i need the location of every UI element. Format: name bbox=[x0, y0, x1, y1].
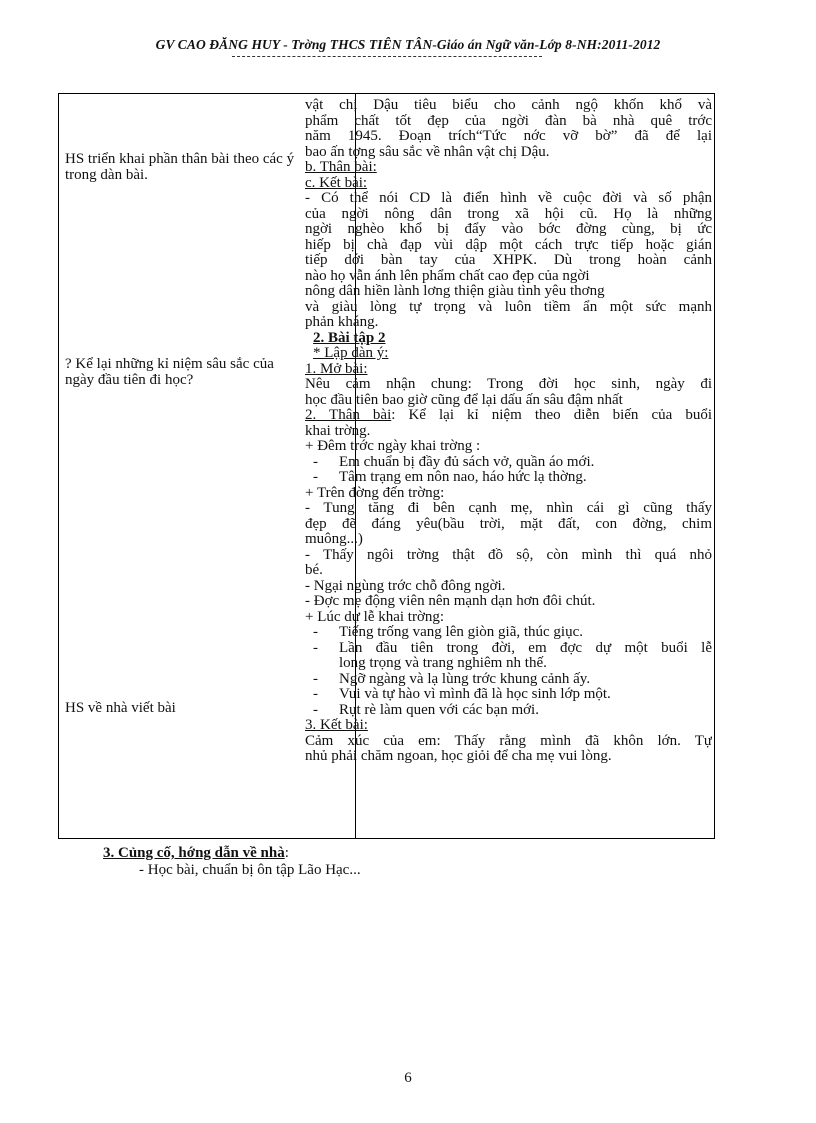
tren-duong-heading: + Trên đờng đến trờng: bbox=[305, 485, 445, 501]
text-line: học đầu tiên bao giờ cũng để lại dấu ấn sâu đậm nhất bbox=[305, 392, 623, 408]
text-line: bao ấn tợng sâu sắc về nhân vật chị Dậu. bbox=[305, 144, 550, 160]
text-line: Cảm xúc của em: Thấy rằng mình đã khôn lớn. Tự bbox=[305, 733, 712, 749]
text-line: Nêu cảm nhận chung: Trong đời học sinh, ngày đi bbox=[305, 377, 712, 392]
luc-du-le-heading: + Lúc dự lễ khai trờng: bbox=[305, 609, 445, 625]
ket-bai2-heading: 3. Kết bài: bbox=[305, 718, 368, 733]
left-note-homework: HS về nhà viết bài bbox=[65, 700, 176, 716]
ket-bai-heading: c. Kết bài: bbox=[305, 175, 368, 191]
left-note-thanbai: HS triển khai phần thân bài theo các ý trong dàn bài. bbox=[65, 151, 295, 183]
exercise-title: 2. Bài tập 2 bbox=[313, 330, 386, 346]
than-bai-heading: b. Thân bài: bbox=[305, 160, 377, 175]
list-item: - Vui và tự hào vì mình đã là học sinh lớp một. bbox=[313, 687, 611, 702]
text-line: hiếp bị chà đạp vùi dập một cách trực tiếp hoặc gián bbox=[305, 237, 712, 253]
list-item: - Ngỡ ngàng và lạ lùng trớc khung cảnh ấy. bbox=[313, 671, 591, 687]
text-line: nông dân hiền lành lơng thiện giàu tình yêu thơng bbox=[305, 284, 605, 299]
page-header: GV CAO ĐĂNG HUY - Trờng THCS TIÊN TÂN-Giáo án Ngữ văn-Lớp 8-NH:2011-2012 bbox=[155, 37, 661, 52]
text-line: nào họ vẫn ánh lên phẩm chất cao đẹp của ngời bbox=[305, 268, 590, 284]
page-number: 6 bbox=[404, 1070, 412, 1086]
list-item: - Tâm trạng em nôn nao, háo hức lạ thờng. bbox=[313, 470, 587, 485]
text-line: khai trờng. bbox=[305, 423, 371, 439]
list-item: - Rụt rè làm quen với các bạn mới. bbox=[313, 702, 539, 718]
text-line: - Thấy ngôi trờng thật đồ sộ, còn mình thì quá nhỏ bbox=[305, 547, 712, 563]
footer-instruction: - Học bài, chuẩn bị ôn tập Lão Hạc... bbox=[139, 862, 361, 878]
text-line: - Có thể nói CD là điển hình về cuộc đời và số phận bbox=[305, 191, 712, 206]
list-item: - Em chuẩn bị đầy đủ sách vở, quần áo mới. bbox=[313, 454, 595, 470]
header-divider bbox=[232, 56, 542, 57]
list-item: - Lần đầu tiên trong đời, em đợc dự một buổi lễ bbox=[313, 640, 712, 656]
text-line: - Đợc mẹ động viên nên mạnh dạn hơn đôi chút. bbox=[305, 594, 596, 609]
text-line: muông...) bbox=[305, 532, 363, 547]
text-line: - Tung tăng đi bên cạnh mẹ, nhìn cái gì cũng thấy bbox=[305, 501, 712, 516]
text-line: - Ngại ngùng trớc chỗ đông ngời. bbox=[305, 578, 506, 594]
text-line: nhủ phải chăm ngoan, học giỏi để cha mẹ vui lòng. bbox=[305, 749, 612, 764]
text-line: tiếp dới bàn tay của XHPK. Dù trong hoàn cảnh bbox=[305, 253, 712, 268]
list-item-continuation: long trọng và trang nghiêm nh thế. bbox=[339, 656, 547, 671]
text-line: phẩm chất tốt đẹp của ngời đàn bà nhà quê trớc bbox=[305, 113, 712, 129]
list-item: - Tiếng trống vang lên giòn giã, thúc giục. bbox=[313, 625, 583, 640]
lap-dan-y-heading: * Lập dàn ý: bbox=[313, 346, 389, 361]
text-line: của ngời nông dân trong xã hội cũ. Họ là những bbox=[305, 206, 712, 222]
mo-bai-heading: 1. Mở bài: bbox=[305, 361, 368, 377]
text-line: và giàu lòng tự trọng và luôn tiềm ẩn một sức mạnh bbox=[305, 299, 712, 315]
text-line: phản kháng. bbox=[305, 315, 379, 330]
lesson-table bbox=[58, 93, 715, 839]
footer-title: 3. Củng cố, hớng dẫn về nhà: bbox=[103, 845, 289, 861]
left-note-question: ? Kể lại những kỉ niệm sâu sắc của ngày đầu tiên đi học? bbox=[65, 356, 274, 388]
text-line: vật chị Dậu tiêu biểu cho cảnh ngộ khốn khổ và bbox=[305, 98, 712, 113]
text-line: bé. bbox=[305, 563, 323, 578]
text-line: ngời nghèo khổ bị đẩy vào bớc đờng cùng, bị ức bbox=[305, 222, 712, 237]
than-bai2-line: 2. Thân bài: Kể lại kỉ niệm theo diễn biến của buổi bbox=[305, 408, 712, 423]
right-content bbox=[305, 98, 712, 765]
dem-truoc-heading: + Đêm trớc ngày khai trờng : bbox=[305, 439, 481, 454]
footer-section bbox=[103, 845, 361, 879]
text-line: đẹp đẽ đáng yêu(bầu trời, mặt đất, con đờng, chim bbox=[305, 516, 712, 532]
text-line: năm 1945. Đoạn trích“Tức nớc vỡ bờ” đã để lại bbox=[305, 129, 712, 144]
